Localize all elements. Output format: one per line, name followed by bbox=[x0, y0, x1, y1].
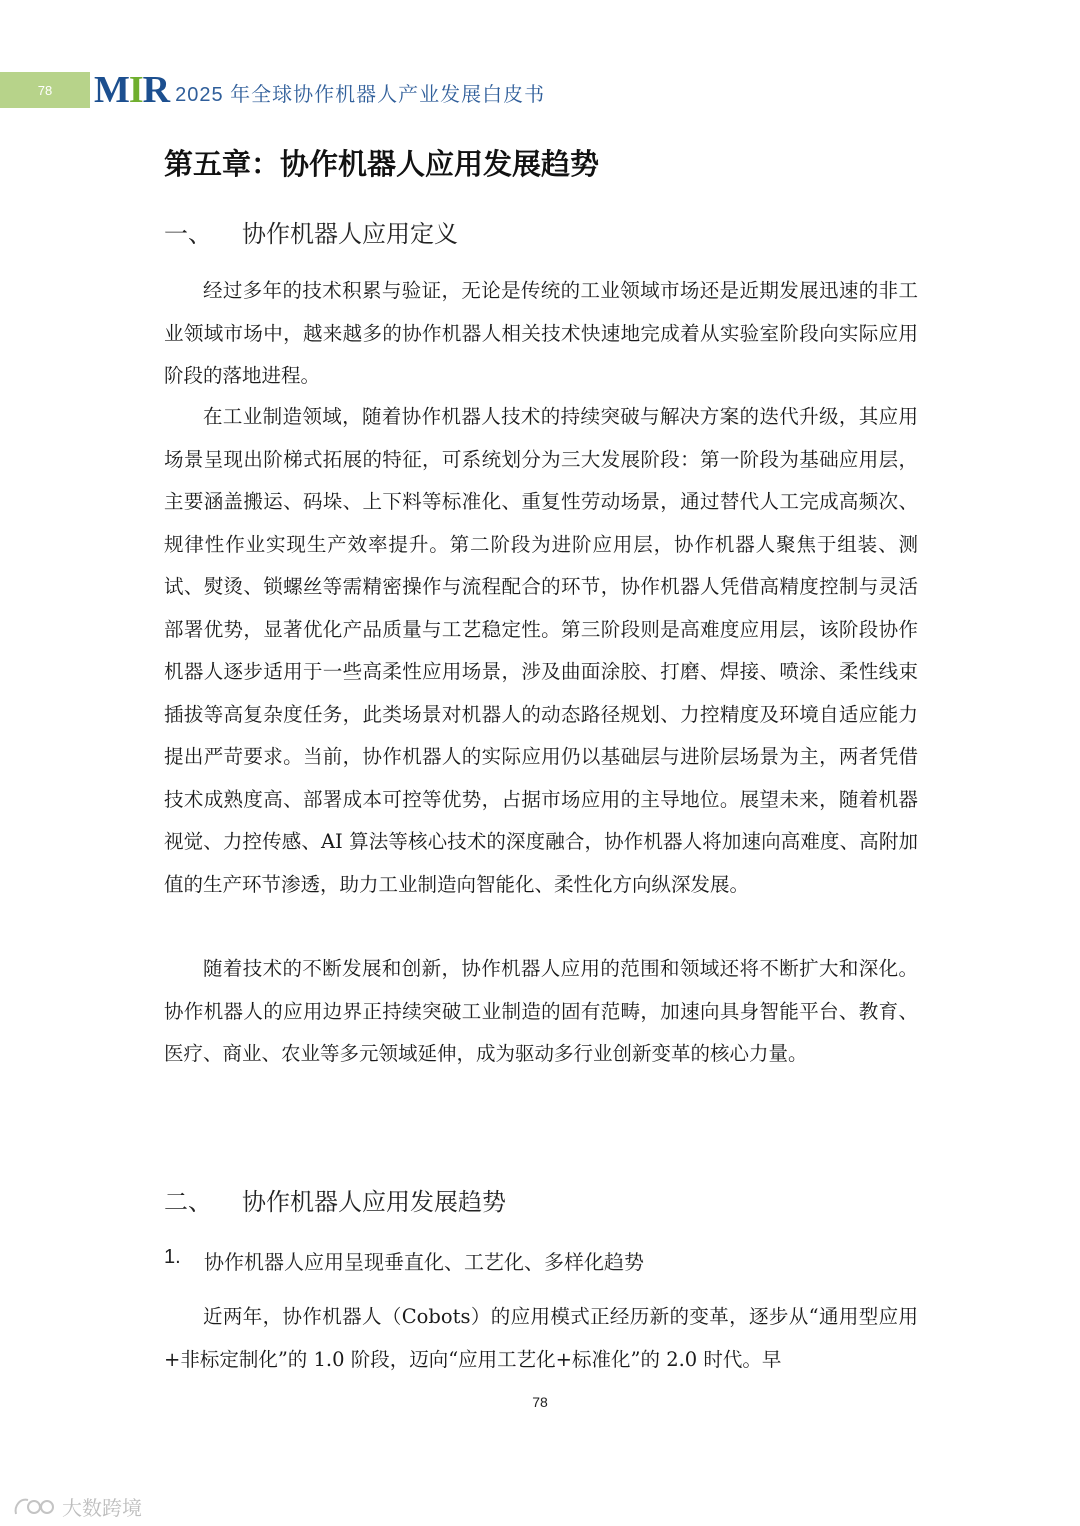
header-brand bbox=[94, 70, 545, 110]
header-title: 2025 年全球协作机器人产业发展白皮书 bbox=[175, 83, 546, 106]
subsection-number: 1. bbox=[164, 1246, 181, 1268]
logo-letter-m: M bbox=[94, 69, 129, 111]
mir-logo bbox=[94, 71, 169, 109]
section-heading-1 bbox=[164, 214, 458, 249]
page-number-tab: 78 bbox=[0, 72, 90, 108]
watermark-text: 大数跨境 bbox=[62, 1496, 142, 1520]
watermark-logo-icon bbox=[12, 1494, 56, 1520]
paragraph-2: 在工业制造领域，随着协作机器人技术的持续突破与解决方案的迭代升级，其应用场景呈现出阶梯式拓展的特征，可系统划分为三大发展阶段：第一阶段为基础应用层，主要涵盖搬运、码垛、上下料等标准化、重复性劳动场景，通过替代人工完成高频次、规律性作业实现生产效率提升。第二阶段为进阶应用层，协作机器人聚焦于组装、测试、熨烫、锁螺丝等需精密操作与流程配合的环节，协作机器人凭借高精度控制与灵活部署优势，显著优化产品质量与工艺稳定性。第三阶段则是高难度应用层，该阶段协作机器人逐步适用于一些高柔性应用场景，涉及曲面涂胶、打磨、焊接、喷涂、柔性线束插拔等高复杂度任务，此类场景对机器人的动态路径规划、力控精度及环境自适应能力提出严苛要求。当前，协作机器人的实际应用仍以基础层与进阶层场景为主，两者凭借技术成熟度高、部署成本可控等优势，占据市场应用的主导地位。展望未来，随着机器视觉、力控传感、AI 算法等核心技术的深度融合，协作机器人将加速向高难度、高附加值的生产环节渗透，助力工业制造向智能化、柔性化方向纵深发展。 bbox=[164, 405, 918, 896]
section-number: 二、 bbox=[164, 1188, 212, 1216]
section-heading-2 bbox=[164, 1182, 506, 1217]
paragraph-3: 随着技术的不断发展和创新，协作机器人应用的范围和领域还将不断扩大和深化。协作机器人的应用边界正持续突破工业制造的固有范畴，加速向具身智能平台、教育、医疗、商业、农业等多元领域延伸，成为驱动多行业创新变革的核心力量。 bbox=[164, 957, 918, 1065]
section-number: 一、 bbox=[164, 220, 212, 248]
logo-letter-i: I bbox=[128, 69, 143, 111]
watermark bbox=[12, 1492, 142, 1521]
subsection-title: 协作机器人应用呈现垂直化、工艺化、多样化趋势 bbox=[204, 1250, 644, 1274]
section-title: 协作机器人应用定义 bbox=[242, 220, 458, 248]
logo-letter-r: R bbox=[142, 69, 170, 111]
subsection-heading-1 bbox=[164, 1246, 644, 1275]
footer-page-number: 78 bbox=[532, 1394, 548, 1410]
paragraph-4: 近两年，协作机器人（Cobots）的应用模式正经历新的变革，逐步从“通用型应用+非标定制化”的 1.0 阶段，迈向“应用工艺化+标准化”的 2.0 时代。早 bbox=[164, 1305, 918, 1371]
chapter-title: 第五章：协作机器人应用发展趋势 bbox=[164, 147, 600, 181]
section-title: 协作机器人应用发展趋势 bbox=[242, 1188, 506, 1216]
paragraph-1: 经过多年的技术积累与验证，无论是传统的工业领域市场还是近期发展迅速的非工业领域市场中，越来越多的协作机器人相关技术快速地完成着从实验室阶段向实际应用阶段的落地进程。 bbox=[164, 279, 918, 387]
